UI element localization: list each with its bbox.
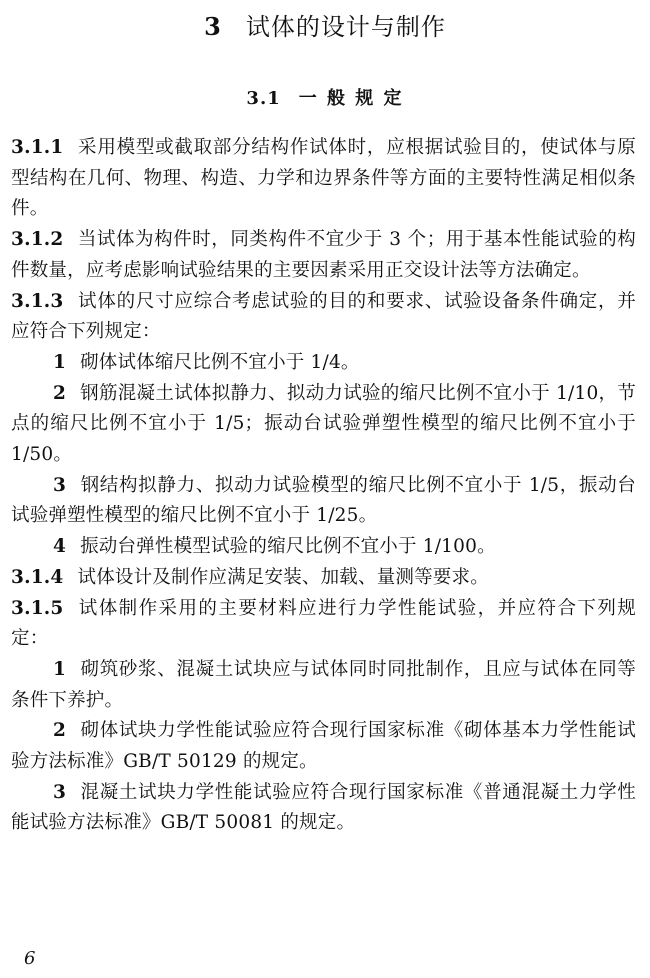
item-text: 砌筑砂浆、混凝土试块应与试体同时同批制作，且应与试体在同等条件下养护。 [11,658,636,711]
clause-text: 试体的尺寸应综合考虑试验的目的和要求、试验设备条件确定，并应符合下列规定： [11,290,636,343]
item-text: 混凝土试块力学性能试验应符合现行国家标准《普通混凝土力学性能试验方法标准》GB/T 50081 的规定。 [11,781,636,834]
item-number: 1 [53,351,67,373]
item-text: 钢结构拟静力、拟动力试验模型的缩尺比例不宜小于 1/5，振动台试验弹塑性模型的缩尺比例不宜小于 1/25。 [11,474,636,527]
clause-number: 3.1.2 [11,229,64,251]
item-number: 4 [53,536,67,558]
chapter-number: 3 [204,12,222,41]
clause-number: 3.1.4 [11,566,64,588]
clause-number: 3.1.3 [11,290,64,312]
item-number: 3 [53,781,67,803]
clause-text: 试体制作采用的主要材料应进行力学性能试验，并应符合下列规定： [11,597,636,650]
clause-3-1-3 [11,287,636,348]
list-item [11,716,636,777]
item-text: 钢筋混凝土试体拟静力、拟动力试验的缩尺比例不宜小于 1/10，节点的缩尺比例不宜小于 1/5；振动台试验弹塑性模型的缩尺比例不宜小于 1/50。 [11,382,636,466]
clause-3-1-1 [11,133,636,225]
clause-3-1-2 [11,225,636,286]
section-heading [0,86,650,112]
page-number: 6 [24,948,36,969]
item-text: 振动台弹性模型试验的缩尺比例不宜小于 1/100。 [80,536,496,558]
clause-number: 3.1.1 [11,137,64,158]
item-text: 砌体试体缩尺比例不宜小于 1/4。 [80,351,360,373]
document-body [11,133,636,839]
item-number: 2 [53,720,67,742]
list-item [11,655,636,716]
item-text: 砌体试块力学性能试验应符合现行国家标准《砌体基本力学性能试验方法标准》GB/T 50129 的规定。 [11,720,636,773]
list-item [11,348,636,379]
chapter-heading [0,10,650,44]
clause-text: 试体设计及制作应满足安装、加载、量测等要求。 [77,566,489,588]
clause-text: 当试体为构件时，同类构件不宜少于 3 个；用于基本性能试验的构件数量，应考虑影响试验结果的主要因素采用正交设计法等方法确定。 [11,229,636,281]
clause-3-1-4 [11,563,636,594]
section-number: 3.1 [246,88,281,109]
clause-3-1-5 [11,594,636,655]
list-item [11,379,636,471]
chapter-title: 试体的设计与制作 [245,13,446,41]
clause-text: 采用模型或截取部分结构作试体时，应根据试验目的，使试体与原型结构在几何、物理、构造、力学和边界条件等方面的主要特性满足相似条件。 [11,137,636,220]
item-number: 1 [53,658,67,680]
list-item [11,532,636,563]
list-item [11,471,636,532]
clause-number: 3.1.5 [11,597,64,619]
section-title: 一 般 规 定 [298,88,404,109]
item-number: 3 [53,474,67,496]
item-number: 2 [53,382,67,404]
list-item [11,778,636,839]
